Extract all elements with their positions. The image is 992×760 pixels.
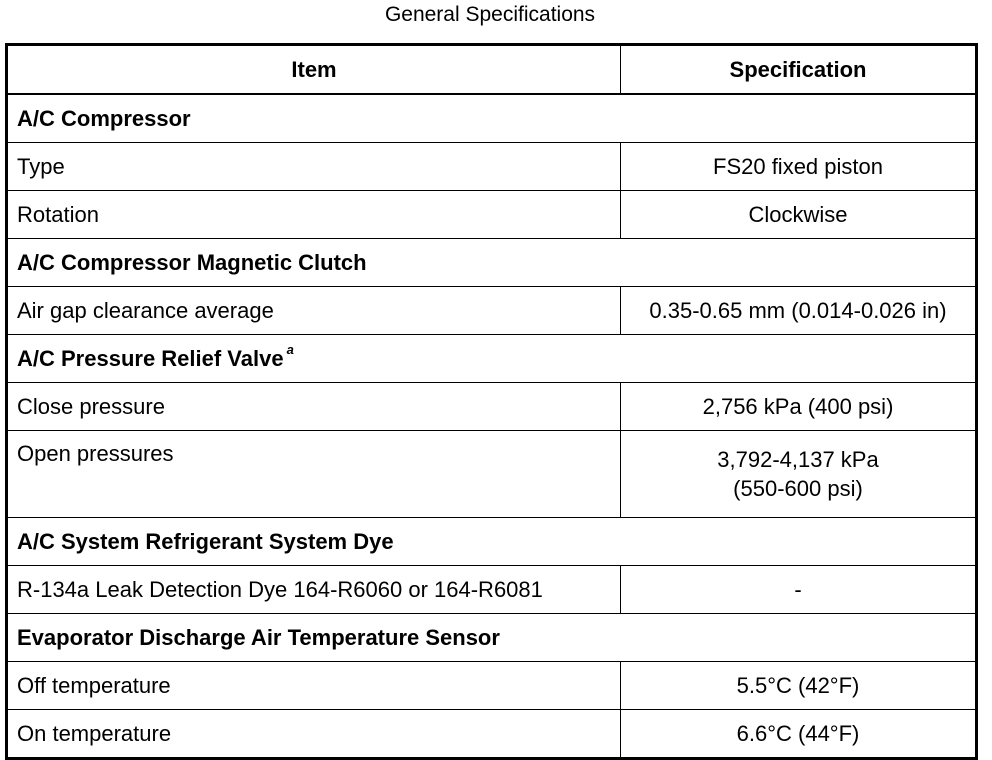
table-row — [7, 710, 977, 759]
item-cell: Open pressures — [7, 431, 621, 518]
table-row — [7, 287, 977, 335]
item-cell: Air gap clearance average — [7, 287, 621, 335]
table-row — [7, 191, 977, 239]
spec-cell: FS20 fixed piston — [621, 143, 977, 191]
item-cell: Close pressure — [7, 383, 621, 431]
item-cell: On temperature — [7, 710, 621, 759]
specification-column-header: Specification — [621, 45, 977, 95]
footnote-marker: a — [286, 341, 294, 357]
section-row — [7, 614, 977, 662]
item-cell: R-134a Leak Detection Dye 164-R6060 or 164-R6081 — [7, 566, 621, 614]
spec-cell: 2,756 kPa (400 psi) — [621, 383, 977, 431]
section-title-compressor: A/C Compressor — [7, 94, 977, 143]
table-row — [7, 383, 977, 431]
header-row — [7, 45, 977, 95]
section-title-text: A/C Pressure Relief Valve — [17, 345, 284, 371]
section-row — [7, 239, 977, 287]
table-row — [7, 431, 977, 518]
table-caption: General Specifications — [384, 3, 596, 26]
item-cell: Rotation — [7, 191, 621, 239]
spec-cell: - — [621, 566, 977, 614]
spec-cell: Clockwise — [621, 191, 977, 239]
section-row — [7, 335, 977, 383]
section-title-clutch: A/C Compressor Magnetic Clutch — [7, 239, 977, 287]
spec-cell: 0.35-0.65 mm (0.014-0.026 in) — [621, 287, 977, 335]
spec-cell: 6.6°C (44°F) — [621, 710, 977, 759]
table-row — [7, 566, 977, 614]
section-title-dye: A/C System Refrigerant System Dye — [7, 518, 977, 566]
table-row — [7, 662, 977, 710]
section-title-sensor: Evaporator Discharge Air Temperature Sensor — [7, 614, 977, 662]
item-cell: Type — [7, 143, 621, 191]
item-column-header: Item — [7, 45, 621, 95]
item-cell: Off temperature — [7, 662, 621, 710]
section-row — [7, 518, 977, 566]
spec-cell — [621, 431, 977, 518]
table-row — [7, 143, 977, 191]
spec-cell: 5.5°C (42°F) — [621, 662, 977, 710]
section-title-relief-valve — [7, 335, 977, 383]
section-row — [7, 94, 977, 143]
specifications-table — [5, 43, 978, 760]
spec-line: 3,792-4,137 kPa — [717, 447, 879, 472]
spec-line: (550-600 psi) — [733, 476, 863, 501]
